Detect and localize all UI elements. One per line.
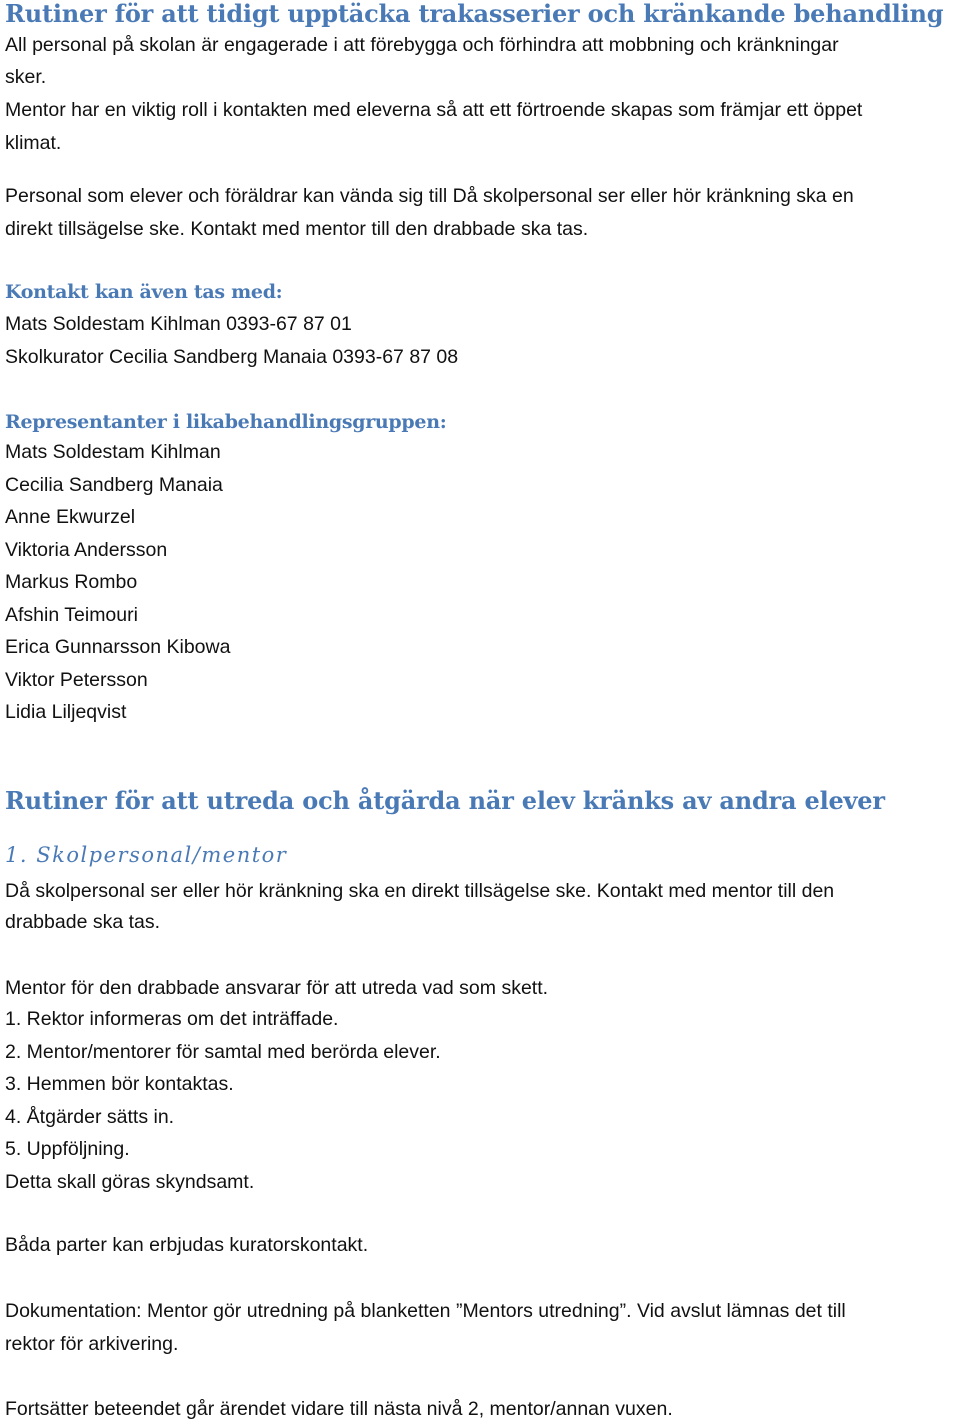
paragraph-line: Fortsätter beteendet går ärendet vidare till nästa nivå 2, mentor/annan vuxen. — [5, 1398, 673, 1420]
group-member: Afshin Teimouri — [5, 604, 138, 626]
group-member: Erica Gunnarsson Kibowa — [5, 636, 231, 658]
paragraph-line: klimat. — [5, 132, 62, 154]
contacts-heading: Kontakt kan även tas med: — [5, 281, 283, 303]
list-item: 3. Hemmen bör kontaktas. — [5, 1073, 234, 1095]
paragraph-line: direkt tillsägelse ske. Kontakt med mentor till den drabbade ska tas. — [5, 218, 589, 240]
group-member: Cecilia Sandberg Manaia — [5, 474, 223, 496]
paragraph-line: Mentor har en viktig roll i kontakten med eleverna så att ett förtroende skapas som främjar ett öppet — [5, 99, 863, 121]
subheading-staff-mentor: 1. Skolpersonal/mentor — [5, 843, 288, 867]
paragraph-line: Dokumentation: Mentor gör utredning på blanketten ”Mentors utredning”. Vid avslut lämnas det till — [5, 1300, 846, 1322]
contact-line: Skolkurator Cecilia Sandberg Manaia 0393-67 87 08 — [5, 346, 459, 368]
group-member: Mats Soldestam Kihlman — [5, 441, 221, 463]
group-member: Markus Rombo — [5, 571, 138, 593]
list-item: 1. Rektor informeras om det inträffade. — [5, 1008, 339, 1030]
paragraph-line: All personal på skolan är engagerade i att förebygga och förhindra att mobbning och kränkningar — [5, 34, 839, 56]
paragraph-line: Detta skall göras skyndsamt. — [5, 1171, 255, 1193]
group-member: Anne Ekwurzel — [5, 506, 136, 528]
list-item: 4. Åtgärder sätts in. — [5, 1106, 175, 1128]
paragraph-line: sker. — [5, 66, 47, 88]
list-item: 2. Mentor/mentorer för samtal med berörda elever. — [5, 1041, 441, 1063]
group-heading: Representanter i likabehandlingsgruppen: — [5, 411, 447, 433]
list-item: 5. Uppföljning. — [5, 1138, 130, 1160]
paragraph-line: Båda parter kan erbjudas kuratorskontakt. — [5, 1234, 369, 1256]
group-member: Viktor Petersson — [5, 669, 148, 691]
section-heading-investigate: Rutiner för att utreda och åtgärda när elev kränks av andra elever — [5, 786, 885, 815]
paragraph-line: Personal som elever och föräldrar kan vända sig till Då skolpersonal ser eller hör kränkning ska en — [5, 185, 854, 207]
section-heading-early-detection: Rutiner för att tidigt upptäcka trakasserier och kränkande behandling — [5, 0, 944, 28]
group-member: Viktoria Andersson — [5, 539, 168, 561]
paragraph-line: Då skolpersonal ser eller hör kränkning ska en direkt tillsägelse ske. Kontakt med mentor till den — [5, 880, 835, 902]
group-member: Lidia Liljeqvist — [5, 701, 127, 723]
contact-line: Mats Soldestam Kihlman 0393-67 87 01 — [5, 313, 352, 335]
paragraph-line: rektor för arkivering. — [5, 1333, 179, 1355]
paragraph-line: drabbade ska tas. — [5, 911, 161, 933]
paragraph-line: Mentor för den drabbade ansvarar för att utreda vad som skett. — [5, 977, 549, 999]
